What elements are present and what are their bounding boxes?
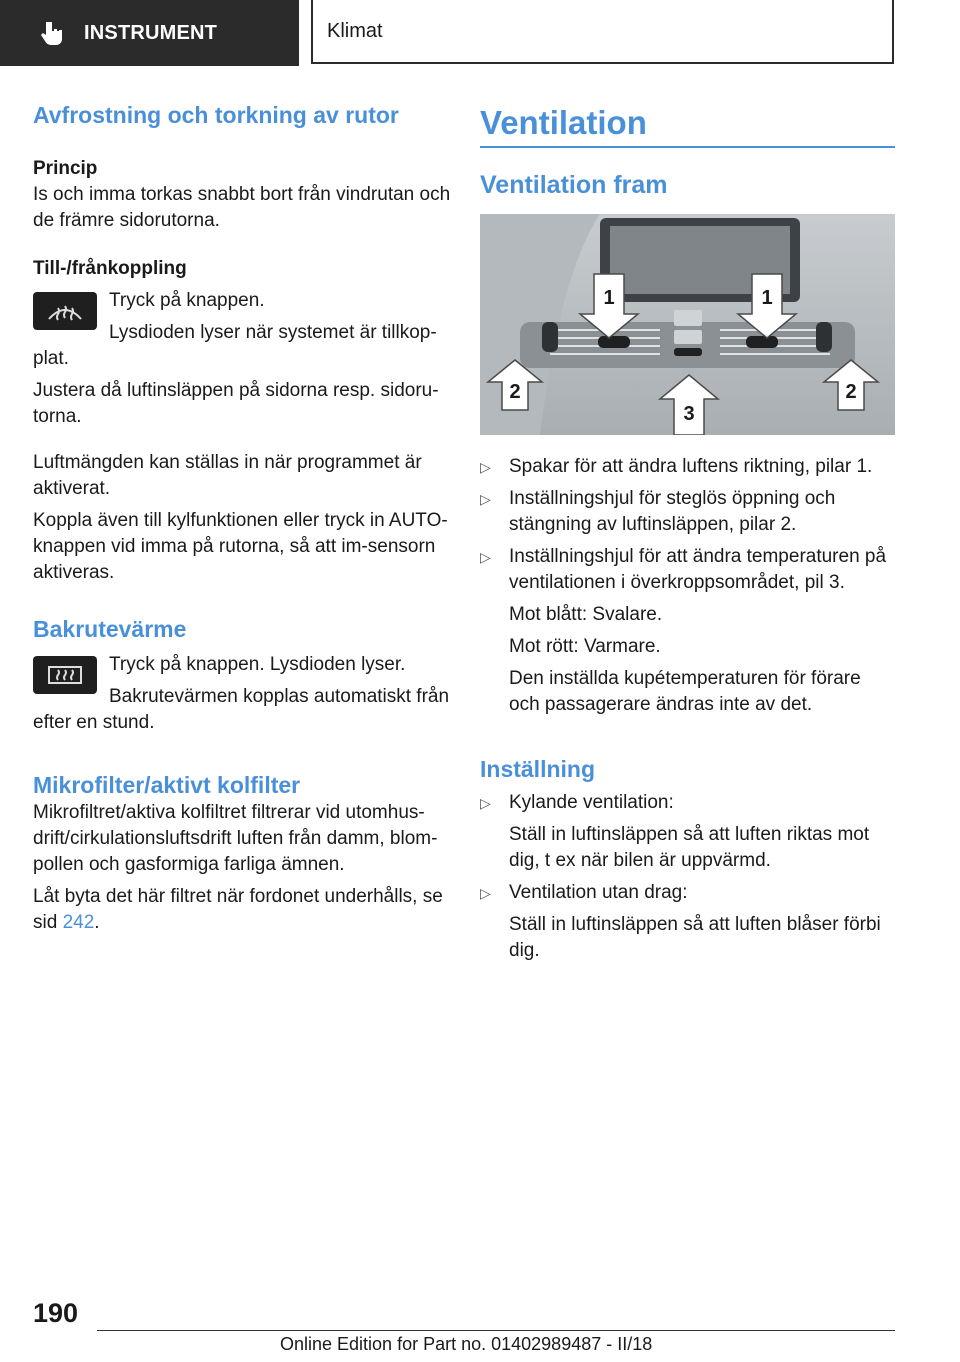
arrow-label-3: 3: [683, 403, 695, 425]
arrow-label-1-left: 1: [603, 287, 615, 309]
left-column: [33, 100, 451, 936]
rear-auto-off-text: Bakrutevärmen kopplas automatiskt från efter en stund.: [33, 686, 450, 733]
list-item: ▷ Inställningshjul för att ändra temperaturen på ventilationen i överkroppsområdet, pil 3.: [480, 544, 895, 596]
defrost-adjust-text: Justera då luftinsläppen på sidorna resp. sidoru-torna.: [33, 380, 439, 427]
defrost-button-block: [33, 288, 451, 372]
windshield-defrost-icon: [33, 292, 97, 330]
setting-heading: Inställning: [480, 756, 595, 782]
arrow-label-1-right: 1: [761, 287, 773, 309]
list-item: ▷ Kylande ventilation:: [480, 790, 895, 816]
triangle-bullet-icon: ▷: [480, 491, 491, 507]
rear-window-heat-icon: [33, 656, 97, 694]
section-tab[interactable]: [0, 0, 299, 66]
triangle-bullet-icon: ▷: [480, 795, 491, 811]
list-item: ▷ Spakar för att ändra luftens riktning, pilar 1.: [480, 454, 895, 480]
filter-text: Mikrofiltret/aktiva kolfiltret filtrerar vid utomhus-drift/cirkulationsluftsdrift luften från damm, blom-pollen och gasformiga farliga ämnen.: [33, 802, 438, 875]
rear-heading: Bakrutevärme: [33, 616, 187, 642]
list-item: ▷ Ventilation utan drag:: [480, 880, 895, 906]
onoff-heading: Till-/frånkoppling: [33, 258, 187, 279]
rear-press-text: Tryck på knappen. Lysdioden lyser.: [109, 654, 406, 675]
edition-text: Online Edition for Part no. 01402989487 - II/18: [280, 1334, 653, 1354]
page-header: [0, 0, 960, 66]
principle-text: Is och imma torkas snabbt bort från vindrutan och de främre sidorutorna.: [33, 184, 451, 231]
triangle-bullet-icon: ▷: [480, 885, 491, 901]
footer-divider: [97, 1330, 895, 1331]
defrost-press-text: Tryck på knappen.: [109, 290, 265, 311]
setting-text: Ställ in luftinsläppen så att luften riktas mot dig, t ex när bilen är uppvärmd.: [509, 824, 870, 871]
ventilation-heading: Ventilation: [480, 104, 647, 141]
defrost-led-text: Lysdioden lyser när systemet är tillkop-plat.: [33, 322, 437, 369]
page-link-242[interactable]: 242: [62, 912, 95, 933]
heading-divider: [480, 146, 895, 148]
filter-replace-text: Låt byta det här filtret när fordonet underhålls, se sid 242.: [33, 886, 443, 933]
section-label: INSTRUMENT: [84, 21, 218, 44]
arrow-label-2-left: 2: [509, 381, 521, 403]
setting-text: Ställ in luftinsläppen så att luften blåser förbi dig.: [509, 914, 881, 961]
page-number: 190: [33, 1298, 79, 1328]
principle-heading: Princip: [33, 158, 98, 179]
chapter-title: Klimat: [311, 0, 894, 64]
blue-note: Mot blått: Svalare.: [509, 604, 663, 625]
right-column: [480, 102, 895, 964]
filter-heading: Mikrofilter/aktivt kolfilter: [33, 772, 301, 798]
defrost-heading: Avfrostning och torkning av rutor: [33, 102, 399, 128]
rear-button-block: [33, 652, 451, 736]
list-item: ▷ Inställningshjul för steglös öppning och stängning av luftinsläppen, pilar 2.: [480, 486, 895, 538]
front-ventilation-heading: Ventilation fram: [480, 171, 668, 199]
defrost-airflow-text: Luftmängden kan ställas in när programmet är aktiverat.: [33, 452, 422, 499]
triangle-bullet-icon: ▷: [480, 549, 491, 565]
cabin-note: Den inställda kupétemperaturen för förare och passagerare ändras inte av det.: [509, 668, 861, 715]
red-note: Mot rött: Varmare.: [509, 636, 661, 657]
arrow-label-2-right: 2: [845, 381, 857, 403]
defrost-cooling-text: Koppla även till kylfunktionen eller tryck in AUTO-knappen vid imma på rutorna, så att im-sensorn aktiveras.: [33, 510, 448, 583]
hand-pointer-icon: [40, 20, 66, 46]
triangle-bullet-icon: ▷: [480, 459, 491, 475]
dashboard-vents-figure: [480, 214, 895, 435]
